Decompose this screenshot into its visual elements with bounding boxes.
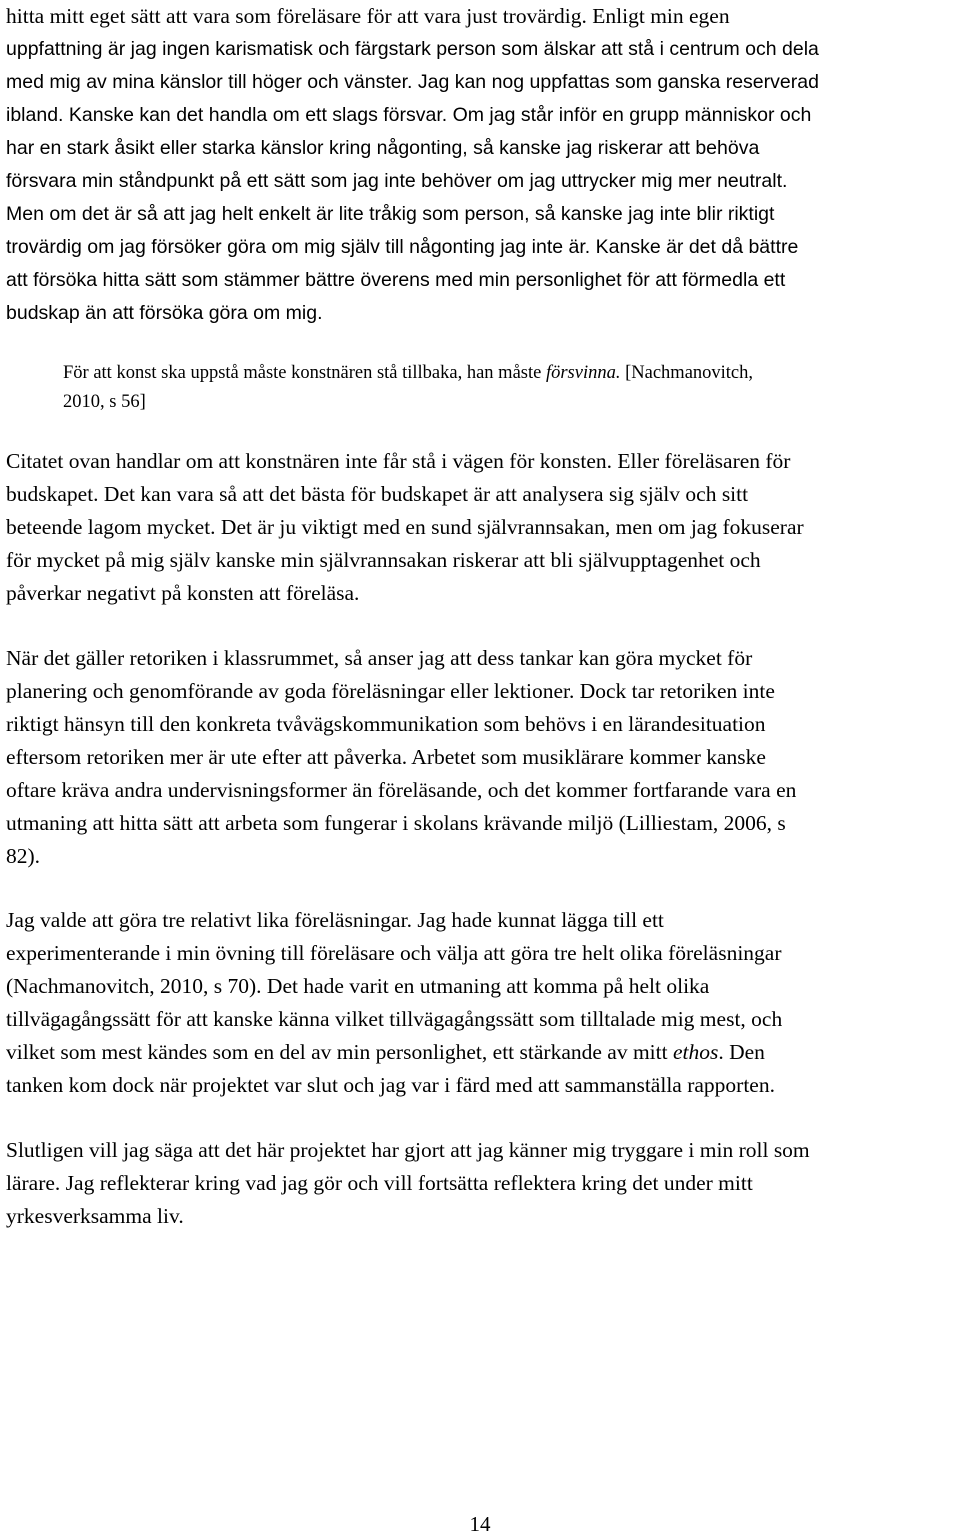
text-line: påverkar negativt på konsten att föreläsa. bbox=[6, 581, 360, 605]
text-line: yrkesverksamma liv. bbox=[6, 1204, 184, 1228]
text-line: oftare kräva andra undervisningsformer än föreläsande, och det kommer fortfarande vara en bbox=[6, 778, 797, 802]
paragraph-3 bbox=[6, 642, 796, 873]
text-line: (Nachmanovitch, 2010, s 70). Det hade varit en utmaning att komma på helt olika bbox=[6, 974, 710, 998]
italic-term: ethos bbox=[672, 1040, 719, 1064]
citation-line: 2010, s 56] bbox=[63, 392, 146, 412]
text-line: Men om det är så att jag helt enkelt är lite tråkig som person, så kanske jag inte blir riktigt bbox=[6, 203, 775, 225]
text-line: utmaning att hitta sätt att arbeta som fungerar i skolans krävande miljö (Lilliestam, 2006, s bbox=[6, 811, 786, 835]
text-line: Slutligen vill jag säga att det här projektet har gjort att jag känner mig tryggare i min roll som bbox=[6, 1138, 810, 1162]
quote-text: För att konst ska uppstå måste konstnären stå tillbaka, han måste bbox=[63, 363, 546, 383]
text-line: riktigt hänsyn till den konkreta tvåvägskommunikation som behövs i en lärandesituation bbox=[6, 712, 766, 736]
paragraph-1 bbox=[6, 0, 819, 330]
paragraph-5 bbox=[6, 1134, 810, 1233]
text-line: uppfattning är jag ingen karismatisk och färgstark person som älskar att stå i centrum och dela bbox=[6, 38, 819, 60]
text-line: tillvägagångssätt för att kanske känna vilket tillvägagångssätt som tilltalade mig mest, och bbox=[6, 1007, 783, 1031]
text-line: tanken kom dock när projektet var slut och jag var i färd med att sammanställa rapporten. bbox=[6, 1073, 775, 1097]
quote-line bbox=[63, 359, 753, 388]
text-line: har en stark åsikt eller starka känslor kring någonting, så kanske jag riskerar att behöva bbox=[6, 137, 760, 159]
text-line: 82). bbox=[6, 844, 41, 868]
text-line bbox=[6, 1036, 782, 1069]
quote-italic-text: försvinna. bbox=[545, 363, 621, 383]
text-line: försvara min ståndpunkt på ett sätt som jag inte behöver om jag uttrycker mig mer neutralt. bbox=[6, 170, 788, 192]
text-line: eftersom retoriken mer är ute efter att påverka. Arbetet som musiklärare kommer kanske bbox=[6, 745, 766, 769]
text-line: hitta mitt eget sätt att vara som föreläsare för att vara just trovärdig. Enligt min egen bbox=[6, 4, 730, 28]
text-line: trovärdig om jag försöker göra om mig själv till någonting jag inte är. Kanske är det då bättre bbox=[6, 236, 799, 258]
text-line: att försöka hitta sätt som stämmer bättre överens med min personlighet för att förmedla ett bbox=[6, 269, 786, 291]
paragraph-2 bbox=[6, 445, 804, 610]
text-line: beteende lagom mycket. Det är ju viktigt med en sund självrannsakan, men om jag fokuserar bbox=[6, 515, 804, 539]
text-line: budskapet. Det kan vara så att det bästa för budskapet är att analysera sig själv och sitt bbox=[6, 482, 749, 506]
paragraph-4 bbox=[6, 904, 782, 1102]
text-line: lärare. Jag reflekterar kring vad jag gör och vill fortsätta reflektera kring det under mitt bbox=[6, 1171, 753, 1195]
text-line: för mycket på mig själv kanske min självrannsakan riskerar att bli självupptagenhet och bbox=[6, 548, 761, 572]
text-line: experimenterande i min övning till föreläsare och välja att göra tre helt olika föreläsningar bbox=[6, 941, 782, 965]
citation-text: [Nachmanovitch, bbox=[620, 363, 754, 383]
page-number: 14 bbox=[469, 1512, 491, 1536]
text-line: Jag valde att göra tre relativt lika föreläsningar. Jag hade kunnat lägga till ett bbox=[6, 908, 664, 932]
text-segment: . Den bbox=[718, 1040, 765, 1064]
text-line: Citatet ovan handlar om att konstnären inte får stå i vägen för konsten. Eller föreläsaren för bbox=[6, 449, 791, 473]
text-line: När det gäller retoriken i klassrummet, så anser jag att dess tankar kan göra mycket för bbox=[6, 646, 753, 670]
text-segment: vilket som mest kändes som en del av min personlighet, ett stärkande av mitt bbox=[6, 1040, 673, 1064]
text-line: budskap än att försöka göra om mig. bbox=[6, 302, 323, 324]
block-quote bbox=[63, 359, 753, 417]
text-line: ibland. Kanske kan det handla om ett slags försvar. Om jag står inför en grupp människor och bbox=[6, 104, 812, 126]
text-line: med mig av mina känslor till höger och vänster. Jag kan nog uppfattas som ganska reserverad bbox=[6, 71, 819, 93]
text-line: planering och genomförande av goda föreläsningar eller lektioner. Dock tar retoriken inte bbox=[6, 679, 775, 703]
